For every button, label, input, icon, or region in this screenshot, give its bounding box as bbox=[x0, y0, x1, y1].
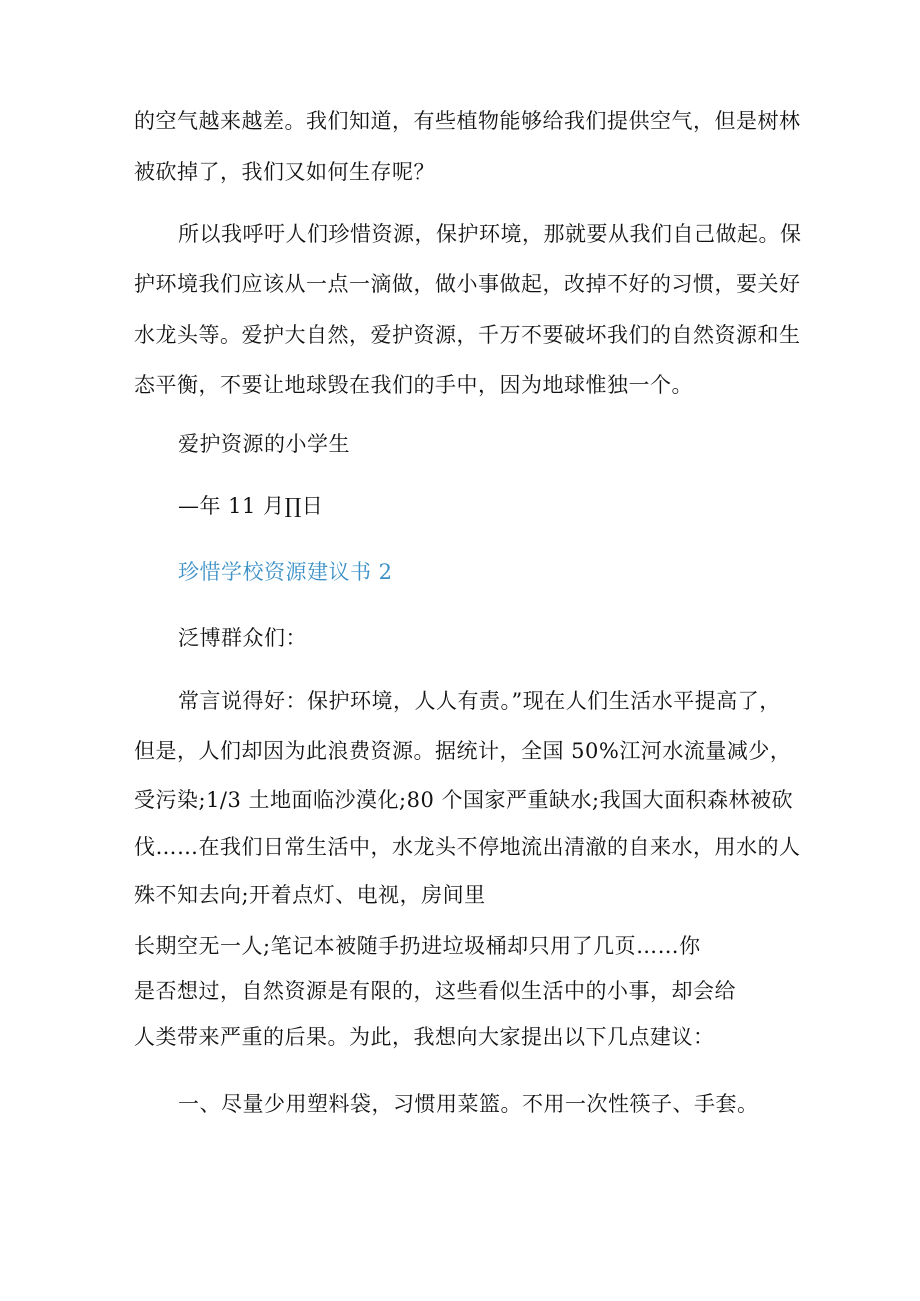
body-line-1: 的空气越来越差。我们知道，有些植物能够给我们提供空气，但是树林 bbox=[134, 109, 801, 133]
body-line-13: 是否想过，自然资源是有限的，这些看似生活中的小事，却会给 bbox=[134, 979, 736, 1003]
body-line-15: 一、尽量少用塑料袋，习惯用菜篮。不用一次性筷子、手套。 bbox=[178, 1092, 759, 1116]
body-line-2: 被砍掉了，我们又如何生存呢？ bbox=[134, 160, 435, 184]
body-line-9: 受污染;1/3 土地面临沙漠化;80 个国家严重缺水;我国大面积森林被砍 bbox=[134, 788, 794, 812]
body-line-12: 长期空无一人;笔记本被随手扔进垃圾桶却只用了几页……你 bbox=[134, 934, 701, 958]
body-line-8: 但是，人们却因为此浪费资源。据统计，全国 50%江河水流量减少， bbox=[134, 739, 792, 763]
body-line-4: 护环境我们应该从一点一滴做，做小事做起，改掉不好的习惯，要关好 bbox=[134, 272, 801, 296]
date-line: —年 11 月∏日 bbox=[178, 494, 324, 518]
body-line-6: 态平衡，不要让地球毁在我们的手中，因为地球惟独一个。 bbox=[134, 373, 693, 397]
salutation-line: 泛博群众们： bbox=[178, 626, 307, 650]
section-heading: 珍惜学校资源建议书 2 bbox=[178, 560, 393, 584]
body-line-14: 人类带来严重的后果。为此，我想向大家提出以下几点建议： bbox=[134, 1025, 715, 1049]
body-line-3: 所以我呼吁人们珍惜资源，保护环境，那就要从我们自己做起。保 bbox=[178, 222, 802, 246]
body-line-11: 殊不知去向;开着点灯、电视，房间里 bbox=[134, 883, 486, 907]
body-line-5: 水龙头等。爱护大自然，爱护资源，千万不要破坏我们的自然资源和生 bbox=[134, 323, 801, 347]
signature-line: 爱护资源的小学生 bbox=[178, 432, 350, 456]
body-line-10: 伐……在我们日常生活中，水龙头不停地流出清澈的自来水，用水的人 bbox=[134, 835, 801, 859]
body-line-7: 常言说得好：保护环境，人人有责。”现在人们生活水平提高了， bbox=[178, 689, 781, 713]
